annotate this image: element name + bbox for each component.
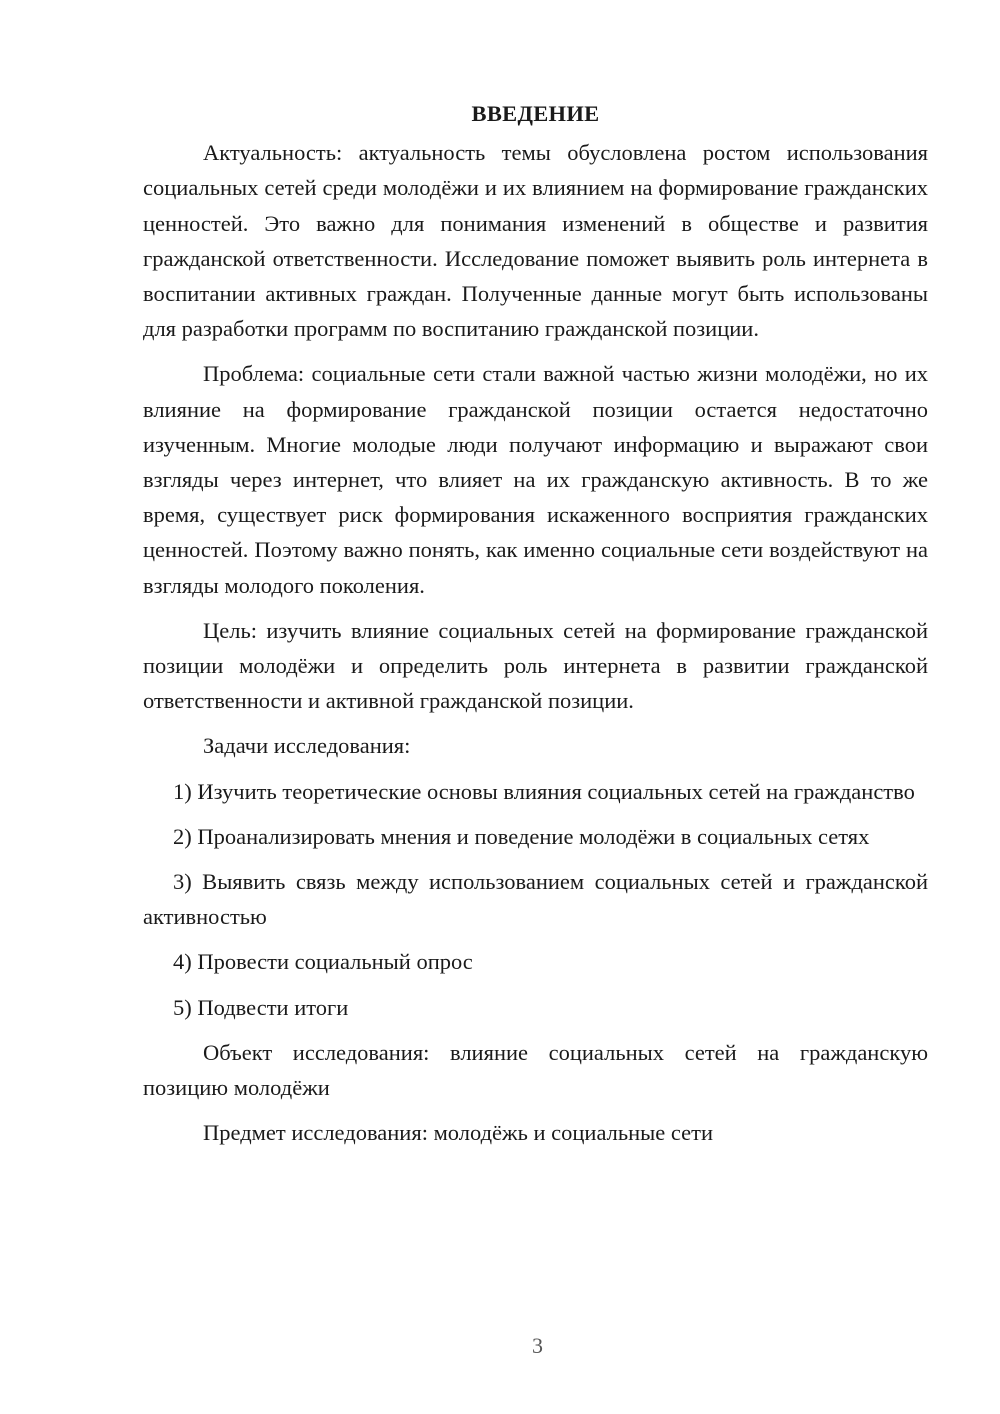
- page-title: ВВЕДЕНИЕ: [471, 101, 600, 126]
- task-item: 3) Выявить связь между использованием социальных сетей и гражданской активностью: [143, 869, 928, 930]
- paragraph-subject: Предмет исследования: молодёжь и социальные сети: [203, 1120, 714, 1146]
- task-item: 4) Провести социальный опрос: [173, 949, 473, 975]
- task-item: 1) Изучить теоретические основы влияния социальных сетей на гражданство: [173, 778, 915, 804]
- task-item: 5) Подвести итоги: [173, 994, 349, 1020]
- task-item: 2) Проанализировать мнения и поведение молодёжи в социальных сетях: [173, 823, 870, 849]
- paragraph-object: Объект исследования: влияние социальных сетей на гражданскую позицию молодёжи: [143, 1039, 928, 1101]
- page-number: 3: [532, 1333, 543, 1358]
- paragraph-goal: Цель: изучить влияние социальных сетей на формирование гражданской позиции молодёжи и определить роль интернета в развитии гражданской ответственности и активной гражданской позиции.: [143, 617, 928, 714]
- paragraph-problem: Проблема: социальные сети стали важной частью жизни молодёжи, но их влияние на формирование гражданской позиции остается недостаточно изученным. Многие молодые люди получают информацию и выражают свои взгляды через интернет, что влияет на их гражданскую активность. В то же время, существует риск формирования искаженного восприятия гражданских ценностей. Поэтому важно понять, как именно социальные сети воздействуют на взгляды молодого поколения.: [143, 361, 928, 598]
- tasks-heading: Задачи исследования:: [203, 733, 411, 759]
- page-content: [143, 96, 928, 1150]
- paragraph-relevance: Актуальность: актуальность темы обусловлена ростом использования социальных сетей среди молодёжи и их влиянием на формирование гражданских ценностей. Это важно для понимания изменений в обществе и развития гражданской ответственности. Исследование поможет выявить роль интернета в воспитании активных граждан. Полученные данные могут быть использованы для разработки программ по воспитанию гражданской позиции.: [143, 140, 928, 342]
